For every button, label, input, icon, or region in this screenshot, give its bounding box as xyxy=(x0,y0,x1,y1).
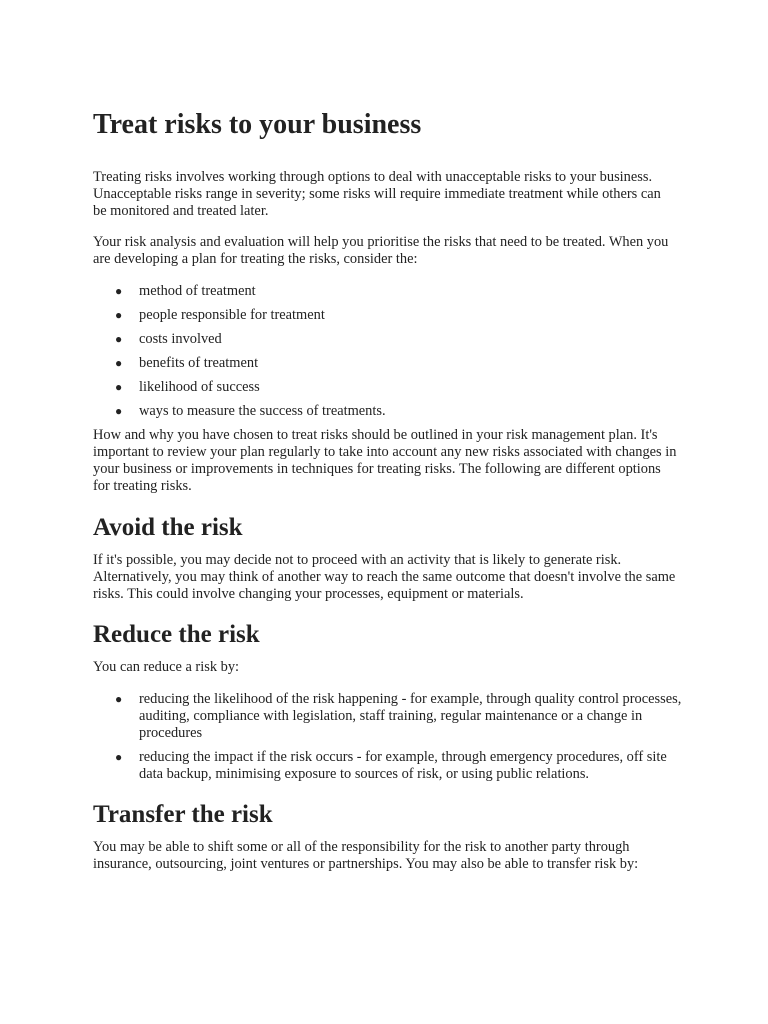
bullet-icon: ● xyxy=(115,284,123,298)
list-item: ● method of treatment xyxy=(115,283,256,299)
list-item: ● reducing the likelihood of the risk happening - for example, through quality control processes, auditing, compliance with legislation, staff training, regular maintenance or a change in procedures xyxy=(115,691,682,741)
list-item: ● benefits of treatment xyxy=(115,355,259,371)
intro-paragraph-1: Treating risks involves working through options to deal with unacceptable risks to your business. Unacceptable risks range in severity; some risks will require immediate treatment while others can be monitored and treated later. xyxy=(93,169,661,219)
avoid-heading: Avoid the risk xyxy=(93,514,243,541)
transfer-paragraph: You may be able to shift some or all of the responsibility for the risk to another party through insurance, outsourcing, joint ventures or partnerships. You may also be able to transfer risk by: xyxy=(93,839,639,872)
reduce-heading: Reduce the risk xyxy=(93,621,260,648)
avoid-paragraph: If it's possible, you may decide not to proceed with an activity that is likely to generate risk. Alternatively, you may think of another way to reach the same outcome that doesn't involve the same risks. This could involve changing your processes, equipment or materials. xyxy=(93,552,676,602)
bullet-icon: ● xyxy=(115,692,123,706)
bullet-icon: ● xyxy=(115,308,123,322)
list-item: ● people responsible for treatment xyxy=(115,307,325,323)
reduce-list xyxy=(93,691,683,790)
list-item: ● costs involved xyxy=(115,331,222,347)
transfer-heading: Transfer the risk xyxy=(93,801,273,828)
list-item: ● reducing the impact if the risk occurs - for example, through emergency procedures, off site data backup, minimising exposure to sources of risk, or using public relations. xyxy=(115,749,667,782)
list-item: ● ways to measure the success of treatments. xyxy=(115,403,386,419)
bullet-icon: ● xyxy=(115,404,123,418)
bullet-icon: ● xyxy=(115,356,123,370)
page-title: Treat risks to your business xyxy=(93,109,422,140)
reduce-paragraph: You can reduce a risk by: xyxy=(93,659,240,675)
intro-paragraph-2: Your risk analysis and evaluation will help you prioritise the risks that need to be treated. When you are developing a plan for treating the risks, consider the: xyxy=(93,234,669,267)
consider-list xyxy=(93,283,683,427)
bullet-icon: ● xyxy=(115,332,123,346)
list-item: ● likelihood of success xyxy=(115,379,260,395)
bullet-icon: ● xyxy=(115,750,123,764)
bullet-icon: ● xyxy=(115,380,123,394)
after-list-paragraph: How and why you have chosen to treat risks should be outlined in your risk management plan. It's important to review your plan regularly to take into account any new risks associated with changes in your business or improvements in techniques for treating risks. The following are different options for treating risks. xyxy=(93,427,677,494)
